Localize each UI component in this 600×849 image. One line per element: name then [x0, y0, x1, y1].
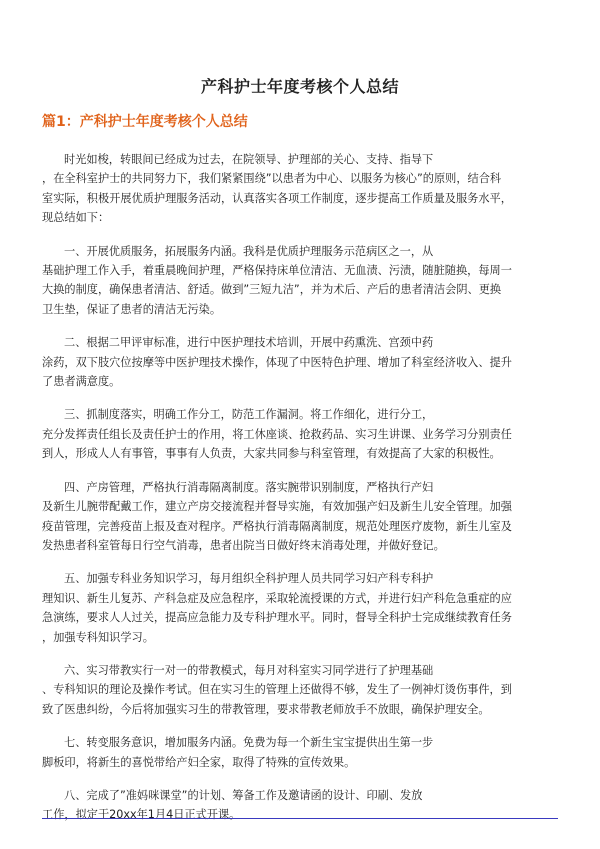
paragraph-line: 疫苗管理，完善疫苗上报及查对程序。严格执行消毒隔离制度，规范处理医疗废物，新生儿室及 [42, 519, 512, 533]
paragraph-line: 八、完成了”准妈咪课堂”的计划、筹备工作及邀请函的设计、印刷、发放 [64, 788, 423, 802]
paragraph-line: 二、根据二甲评审标准，进行中医护理技术培训，开展中药熏洗、宫颈中药 [64, 336, 434, 350]
paragraph [42, 478, 558, 556]
paragraph-line: 一、开展优质服务，拓展服务内涵。我科是优质护理服务示范病区之一，从 [64, 244, 434, 258]
paragraph-line: 室实际，积极开展优质护理服务活动，认真落实各项工作制度，逐步提高工作质量及服务水平， [42, 191, 512, 205]
paragraph-line: 现总结如下： [42, 211, 110, 225]
paragraph-line: 工作，拟定于20xx年1月4日正式开课。 [42, 808, 241, 822]
paragraph-line: 致了医患纠纷，今后将加强实习生的带教管理，要求带教老师放手不放眼，确保护理安全。 [42, 702, 490, 716]
paragraph-line: 三、抓制度落实，明确工作分工，防范工作漏洞。将工作细化，进行分工， [64, 408, 434, 422]
paragraph-line: ，在全科室护士的共同努力下，我们紧紧围绕”以患者为中心、以服务为核心”的原则，结合科 [42, 172, 502, 186]
paragraph-line: 基础护理工作入手，着重晨晚间护理，严格保持床单位清洁、无血渍、污渍，随脏随换，每周一 [42, 264, 512, 278]
paragraph-line: 了患者满意度。 [42, 375, 121, 389]
paragraph-line: 卫生垫，保证了患者的清洁无污染。 [42, 302, 222, 316]
paragraph-line: 涂药，双下肢穴位按摩等中医护理技术操作，体现了中医特色护理、增加了科室经济收入、提升 [42, 355, 512, 369]
paragraph-line: 五、加强专科业务知识学习，每月组织全科护理人员共同学习妇产科专科护 [64, 572, 434, 586]
section-heading: 篇1：产科护士年度考核个人总结 [42, 114, 248, 130]
paragraph-line: 、专科知识的理论及操作考试。但在实习生的管理上还做得不够，发生了一例神灯烫伤事件，到 [42, 683, 512, 697]
paragraph-line: 七、转变服务意识，增加服务内涵。免费为每一个新生宝宝提供出生第一步 [64, 736, 434, 750]
paragraph [42, 333, 558, 391]
paragraph-line: 发热患者科室管每日行空气消毒，患者出院当日做好终末消毒处理，并做好登记。 [42, 538, 445, 552]
footer-divider [42, 818, 558, 819]
paragraph-line: 到人，形成人人有事管，事事有人负责，大家共同参与科室管理，有效提高了大家的积极性。 [42, 447, 501, 461]
paragraph [42, 733, 558, 772]
paragraph-line: 充分发挥责任组长及责任护士的作用，将工休座谈、抢救药品、实习生讲课、业务学习分别责任 [42, 427, 512, 441]
paragraph-line: 急演练，要求人人过关，提高应急能力及专科护理水平。同时，督导全科护士完成继续教育任务 [42, 611, 512, 625]
paragraph-line: ，加强专科知识学习。 [42, 630, 154, 644]
paragraph [42, 150, 558, 228]
document-body [42, 150, 558, 825]
paragraph [42, 569, 558, 647]
paragraph [42, 661, 558, 719]
paragraph [42, 242, 558, 320]
paragraph-line: 大换的制度，确保患者清洁、舒适。做到”三短九洁”，并为术后、产后的患者清洁会阴、更换 [42, 283, 502, 297]
paragraph-line: 及新生儿腕带配戴工作，建立产房交接流程并督导实施，有效加强产妇及新生儿安全管理。加强 [42, 500, 512, 514]
paragraph-line: 六、实习带教实行一对一的带教模式，每月对科室实习同学进行了护理基础 [64, 663, 434, 677]
paragraph-line: 时光如梭，转眼间已经成为过去，在院领导、护理部的关心、支持、指导下 [64, 153, 434, 166]
paragraph-line: 理知识、新生儿复苏、产科急症及应急程序，采取轮流授课的方式，并进行妇产科危急重症的应 [42, 591, 512, 605]
document-title: 产科护士年度考核个人总结 [200, 77, 399, 96]
paragraph [42, 405, 558, 463]
paragraph-line: 四、产房管理，严格执行消毒隔离制度。落实腕带识别制度，严格执行产妇 [64, 480, 434, 494]
paragraph-line: 脚板印，将新生的喜悦带给产妇全家，取得了特殊的宣传效果。 [42, 755, 356, 769]
